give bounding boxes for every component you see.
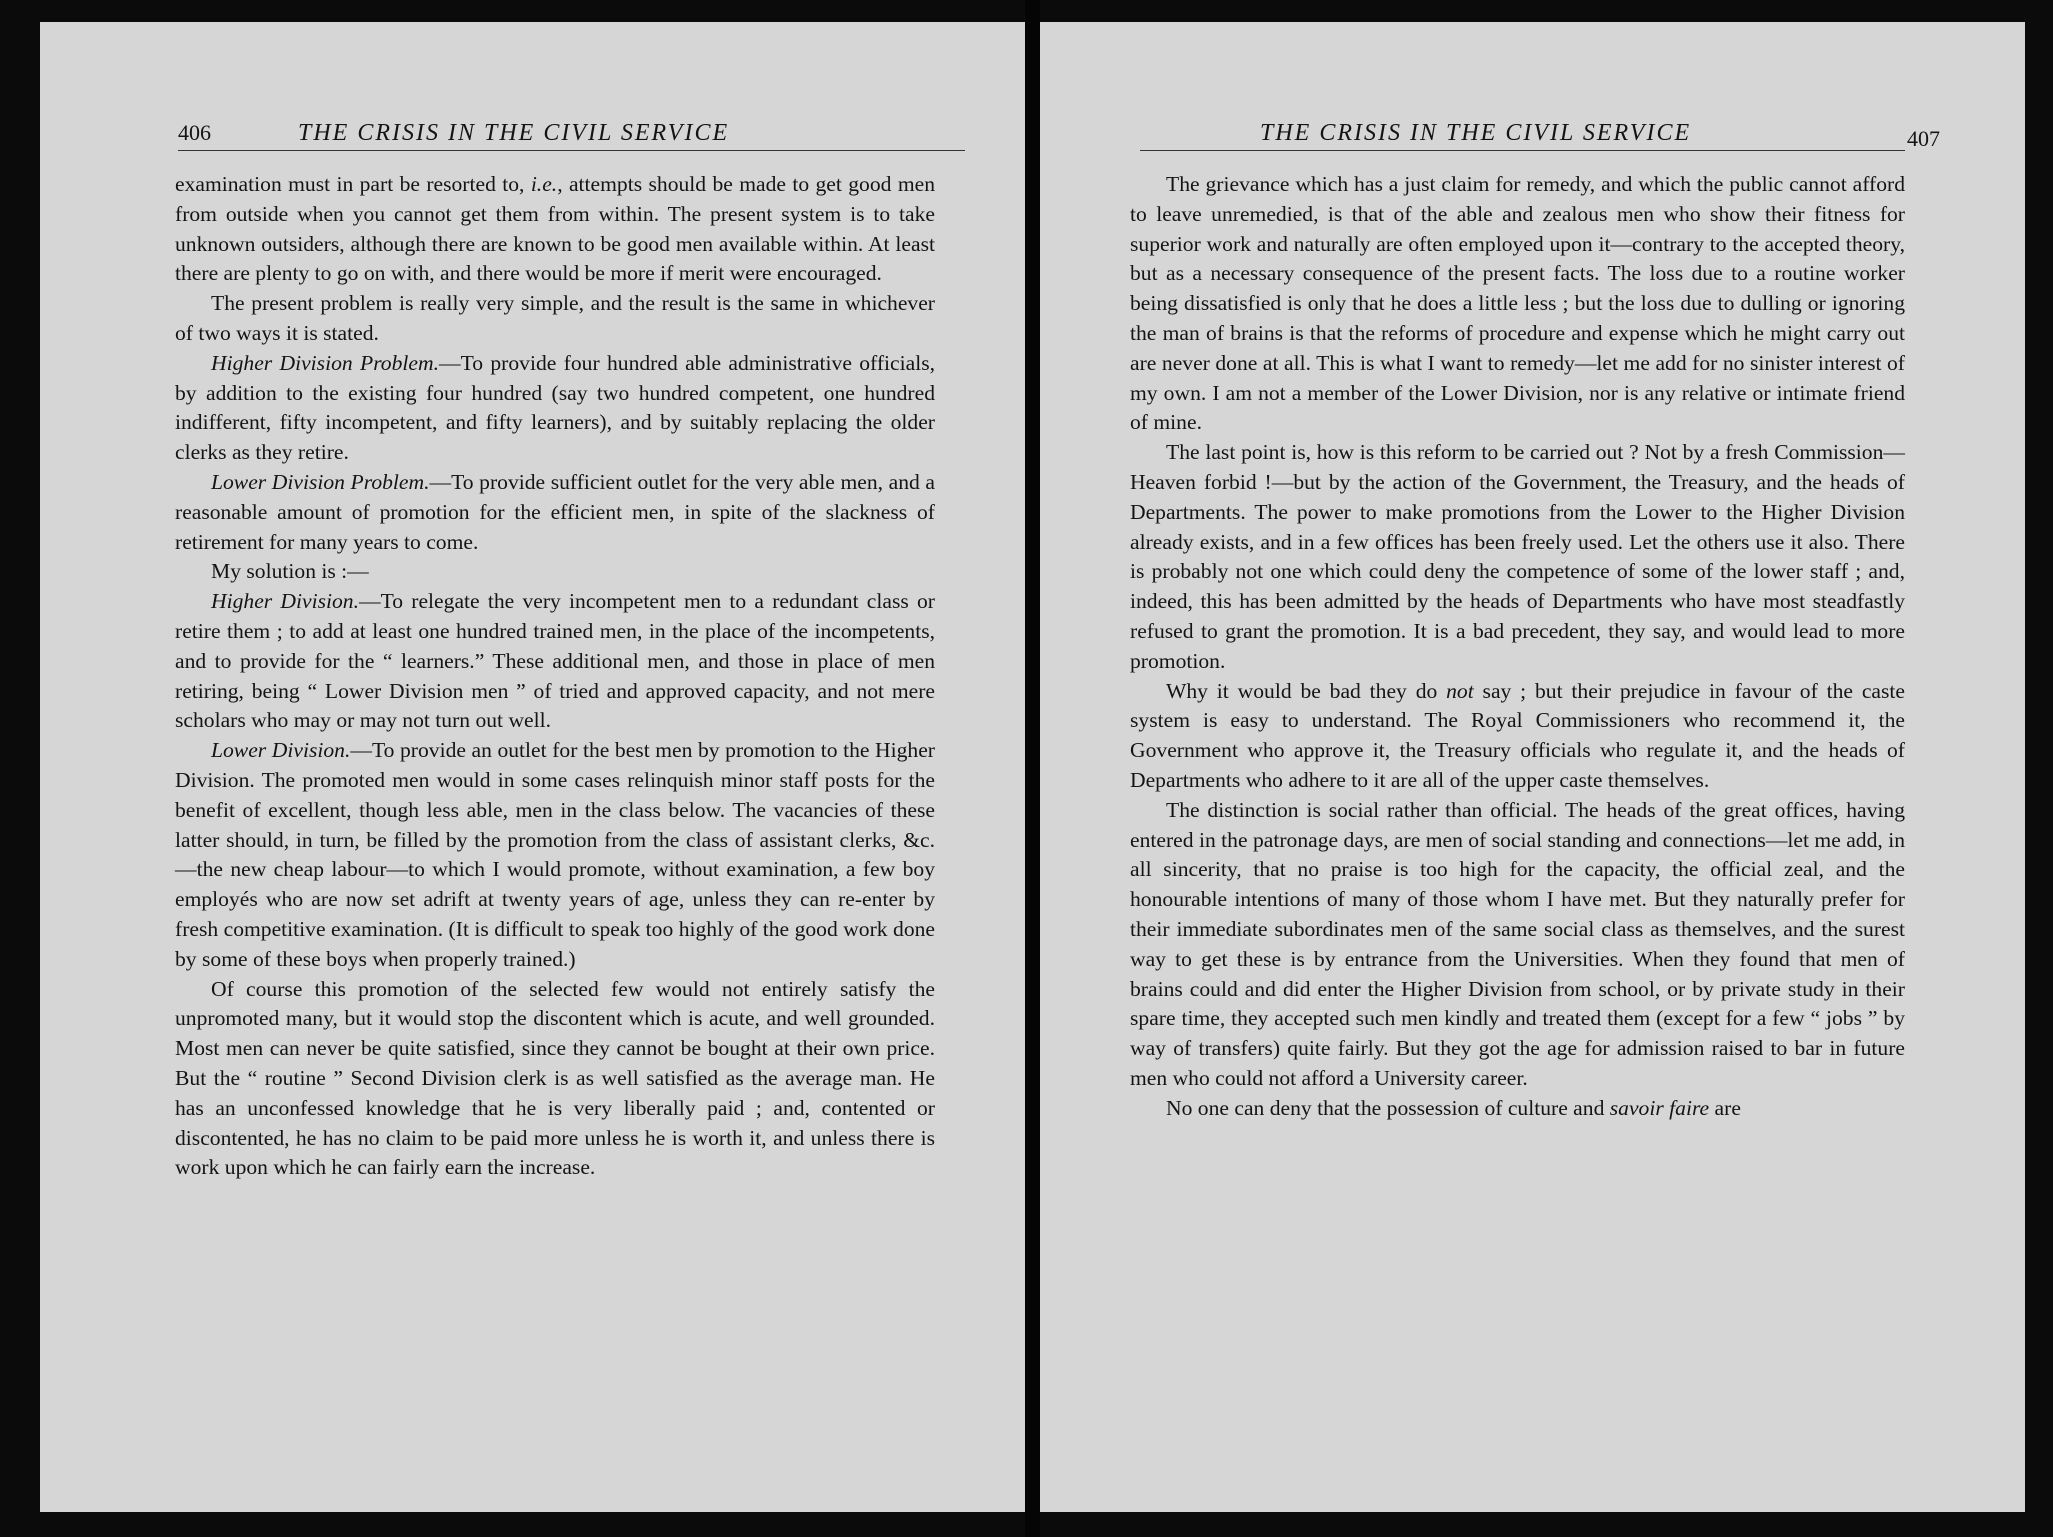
running-head: THE CRISIS IN THE CIVIL SERVICE: [1260, 120, 1692, 146]
paragraph-before: The distinction is social rather than official. The heads of the great offices, having entered in the patronage days, are men of social standing and connections—let me add, in all sincerity, that no praise is too high for the capacity, the official zeal, and the honourable intentions of many of those whom I have met. But they naturally prefer for their immediate subordinates men of the same social class as themselves, and the surest way to get these is by entrance from the Universities. When they found that men of brains could and did enter the Higher Division from school, or by private study in their spare time, they accepted such men kindly and treated them (except for a few “ jobs ” by way of transfers) quite fairly. But they got the age for admission raised to bar in future men who could not afford a University career.: [1130, 797, 1905, 1090]
paragraph-before: No one can deny that the possession of culture and: [1166, 1095, 1610, 1120]
paragraph-lead: Lower Division.: [211, 738, 351, 763]
paragraph-before: Of course this promotion of the selected few would not entirely satisfy the unpromoted many, but it would stop the discontent which is acute, and well grounded. Most men can never be quite satisfied, since they cannot be bought at their own price. But the “ routine ” Second Division clerk is as well satisfied as the average man. He has an unconfessed knowledge that he is very liberally paid ; and, contented or discontented, he has no claim to be paid more unless he is worth it, and unless there is work upon which he can fairly earn the increase.: [175, 976, 935, 1180]
paragraph: [175, 468, 935, 557]
paragraph: [1130, 438, 1905, 676]
paragraph-after: say ; but their prejudice in favour of the caste system is easy to understand. The Royal Commissioners who recommend it, the Government who approve it, the Treasury officials who regulate it, and the heads of Departments who adhere to it are all of the upper caste themselves.: [1130, 678, 1906, 792]
paragraph: [175, 557, 935, 587]
paragraph-before: The grievance which has a just claim for remedy, and which the public cannot afford to leave unremedied, is that of the able and zealous men who show their fitness for superior work and naturally are often employed upon it—contrary to the accepted theory, but as a necessary consequence of the present facts. The loss due to a routine worker being dissatisfied is only that he does a little less ; but the loss due to dulling or ignoring the man of brains is that the reforms of procedure and expense which he might carry out are never done at all. This is what I want to remedy—let me add for no sinister interest of my own. I am not a member of the Lower Division, nor is any relative or intimate friend of mine.: [1130, 172, 1905, 435]
left-page-header: [178, 98, 965, 151]
page-number: 407: [1907, 126, 1940, 151]
paragraph: [1130, 170, 1905, 438]
paragraph: [175, 170, 935, 289]
paragraph-before: examination must in part be resorted to,: [175, 172, 531, 196]
paragraph: [175, 975, 935, 1184]
paragraph-before: —To provide four hundred able administrative officials, by addition to the existing four hundred (say two hundred competent, one hundred indifferent, fifty incompetent, and fifty learners), and by suitably replacing the older clerks as they retire.: [175, 350, 936, 465]
paragraph-lead: Higher Division.: [211, 589, 359, 614]
left-page: [40, 22, 1025, 1512]
paragraph-lead: Lower Division Problem.: [211, 469, 430, 494]
right-page: [1040, 22, 2025, 1512]
paragraph: [1130, 796, 1905, 1094]
paragraph: [1130, 1094, 1905, 1124]
paragraph: [175, 289, 935, 349]
paragraph-em: not: [1446, 678, 1474, 703]
paragraph-lead: Higher Division Problem.: [211, 350, 439, 375]
paragraph: [1130, 677, 1905, 796]
paragraph-before: Why it would be bad they do: [1166, 678, 1447, 703]
paragraph-after: are: [1709, 1095, 1741, 1120]
paragraph-before: —To provide sufficient outlet for the very able men, and a reasonable amount of promotion for the efficient men, in spite of the slackness of retirement for many years to come.: [175, 469, 935, 554]
paragraph: [175, 587, 935, 736]
paragraph: [175, 736, 935, 974]
right-page-header: [1140, 98, 1940, 151]
paragraph-before: The last point is, how is this reform to be carried out ? Not by a fresh Commission—Heaven forbid !—but by the action of the Government, the Treasury, and the heads of Departments. The power to make promotions from the Lower to the Higher Division already exists, and in a few offices has been freely used. Let the others use it also. There is probably not one which could deny the competence of some of the lower staff ; and, indeed, this has been admitted by the heads of Departments who have most steadfastly refused to grant the promotion. It is a bad precedent, they say, and would lead to more promotion.: [1130, 440, 1905, 673]
paragraph-em: i.e.: [530, 172, 558, 196]
paragraph-after: , attempts should be made to get good men from outside when you cannot get them from within. The present system is to take unknown outsiders, although there are known to be good men available within. At least there are plenty to go on with, and there would be more if merit were encouraged.: [175, 172, 935, 286]
paragraph-before: —To relegate the very incompetent men to a redundant class or retire them ; to add at least one hundred trained men, in the place of the incompetents, and to provide for the “ learners.” These additional men, and those in place of men retiring, being “ Lower Division men ” of tried and approved capacity, and not mere scholars who may or may not turn out well.: [175, 589, 935, 733]
left-page-body: [175, 170, 935, 1183]
right-page-body: [1130, 170, 1905, 1124]
paragraph-before: —To provide an outlet for the best men by promotion to the Higher Division. The promoted men would in some cases relinquish minor staff posts for the benefit of excellent, though less able, men in the class below. The vacancies of these latter should, in turn, be filled by the promotion from the class of assistant clerks, &c.—the new cheap labour—to which I would promote, without examination, a few boy employés who are now set adrift at twenty years of age, unless they can re-enter by fresh competitive examination. (It is difficult to speak too highly of the good work done by some of these boys when properly trained.): [175, 738, 935, 971]
paragraph-before: My solution is :—: [211, 559, 369, 584]
paragraph-before: The present problem is really very simple, and the result is the same in whichever of two ways it is stated.: [175, 291, 935, 345]
paragraph-em: savoir faire: [1609, 1095, 1710, 1120]
running-head: THE CRISIS IN THE CIVIL SERVICE: [298, 120, 730, 146]
paragraph: [175, 349, 935, 468]
book-gutter: [1025, 0, 1040, 1537]
page-number: 406: [178, 120, 211, 145]
